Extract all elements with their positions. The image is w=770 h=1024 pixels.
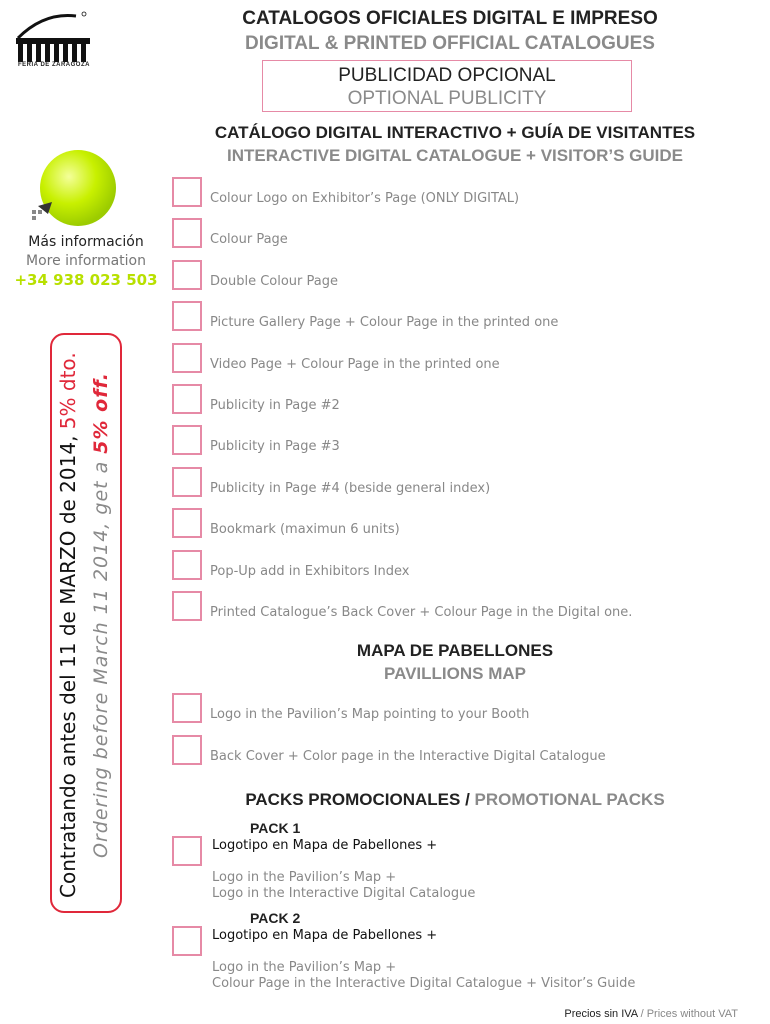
option-checkbox[interactable] [172,591,202,621]
title-es: CATALOGOS OFICIALES DIGITAL E IMPRESO [242,8,658,29]
option-checkbox[interactable] [172,467,202,497]
section-digital-en: INTERACTIVE DIGITAL CATALOGUE + VISITOR’S GUIDE [226,146,684,165]
option-row [172,693,742,735]
option-label-en: Double Colour Page [210,273,338,289]
pack-line-en1: Logo in the Pavilion’s Map + [212,960,397,975]
pack-title: PACK 1 [250,820,301,836]
promo-text-en: Ordering before March 11 2014, get a 5% off. [90,372,112,858]
phone-number[interactable]: +34 938 023 503 [14,271,158,289]
option-checkbox[interactable] [172,218,202,248]
option-row [172,735,742,777]
title-en: DIGITAL & PRINTED OFFICIAL CATALOGUES [245,33,655,54]
option-label-en: Picture Gallery Page + Colour Page in the printed one [210,315,559,331]
option-row [172,591,742,633]
option-row [172,550,742,592]
pack-line-en2: Colour Page in the Interactive Digital Catalogue + Visitor’s Guide [212,976,636,991]
option-row [172,177,742,219]
section-digital-es: CATÁLOGO DIGITAL INTERACTIVO + GUÍA DE VISITANTES [214,123,696,142]
option-row [172,425,742,467]
option-row [172,218,742,260]
option-checkbox[interactable] [172,425,202,455]
option-row [172,508,742,550]
option-row [172,301,742,343]
option-row [172,260,742,302]
option-row [172,384,742,426]
option-label-en: Colour Logo on Exhibitor’s Page (ONLY DIGITAL) [210,191,520,206]
section-map-es: MAPA DE PABELLONES [356,641,554,660]
logo-text: FERIA DE ZARAGOZA [18,62,90,68]
option-checkbox[interactable] [172,343,202,373]
option-label-en: Printed Catalogue’s Back Cover + Colour Page in the Digital one. [210,605,633,620]
option-checkbox[interactable] [172,260,202,290]
option-label-en: Publicity in Page #2 [210,398,340,413]
option-label-en: Back Cover + Color page in the Interactive Digital Catalogue [210,749,606,764]
option-checkbox[interactable] [172,508,202,538]
option-checkbox[interactable] [172,177,202,207]
pack-line-es1: Logotipo en Mapa de Pabellones + [212,928,438,943]
pack-checkbox[interactable] [172,926,202,956]
pack-line-es1: Logotipo en Mapa de Pabellones + [212,838,438,853]
option-label-en: Video Page + Colour Page in the printed one [210,356,500,372]
pack-line-en1: Logo in the Pavilion’s Map + [212,870,397,885]
section-map-en: PAVILLIONS MAP [384,664,526,683]
option-checkbox[interactable] [172,693,202,723]
pack-title: PACK 2 [250,910,301,926]
publicity-box [262,60,632,112]
more-info-en: More information [26,253,146,269]
option-row [172,467,742,509]
option-row [172,343,742,385]
option-checkbox[interactable] [172,550,202,580]
option-label-en: Publicity in Page #3 [210,439,340,455]
footer-prices: Precios sin IVA / Prices without VAT [564,1008,738,1020]
option-label-en: Publicity in Page #4 (beside general index) [210,480,491,496]
option-label-en: Bookmark (maximun 6 units) [210,522,400,538]
option-label-en: Colour Page [210,232,288,248]
more-info-es: Más información [28,234,144,250]
publicity-es: PUBLICIDAD OPCIONAL [338,65,556,86]
pack-line-en2: Logo in the Interactive Digital Catalogue [212,886,476,901]
option-checkbox[interactable] [172,735,202,765]
publicity-en: OPTIONAL PUBLICITY [347,88,547,109]
option-checkbox[interactable] [172,301,202,331]
pack-checkbox[interactable] [172,836,202,866]
section-packs: PACKS PROMOCIONALES / PROMOTIONAL PACKS [245,790,665,809]
lime-ball-icon [30,148,120,238]
option-label-en: Pop-Up add in Exhibitors Index [210,563,410,579]
promo-text-es: Contratando antes del 11 de MARZO de 2014, 5% dto. [56,352,80,898]
option-label-en: Logo in the Pavilion’s Map pointing to your Booth [210,707,530,722]
option-checkbox[interactable] [172,384,202,414]
